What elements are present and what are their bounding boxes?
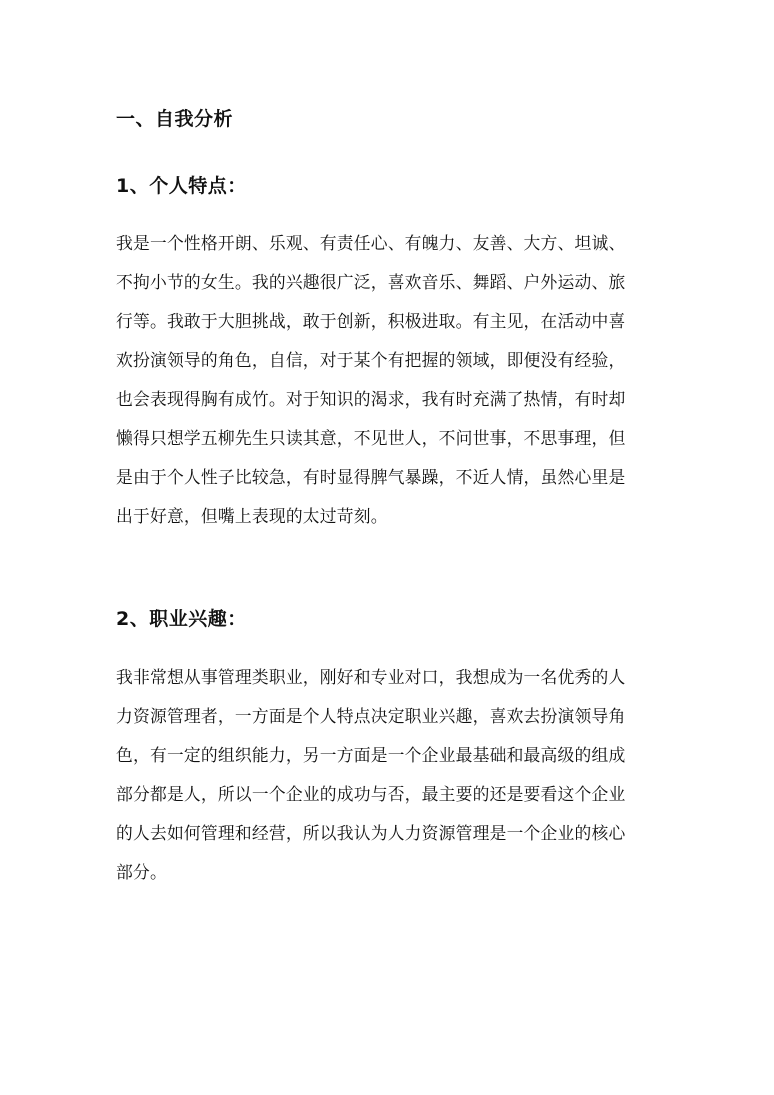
career-paragraph-line: 色，有一定的组织能力，另一方面是一个企业最基础和最高级的组成 — [116, 745, 626, 765]
personal-paragraph-line: 是由于个人性子比较急，有时显得脾气暴躁，不近人情，虽然心里是 — [116, 467, 626, 487]
career-paragraph-line: 我非常想从事管理类职业，刚好和专业对口，我想成为一名优秀的人 — [116, 667, 626, 687]
personal-paragraph-line: 不拘小节的女生。我的兴趣很广泛，喜欢音乐、舞蹈、户外运动、旅 — [116, 272, 626, 292]
personal-paragraph-line: 也会表现得胸有成竹。对于知识的渴求，我有时充满了热情，有时却 — [116, 389, 626, 409]
career-interest-heading: 2、职业兴趣： — [116, 608, 247, 630]
career-paragraph-line: 力资源管理者，一方面是个人特点决定职业兴趣，喜欢去扮演领导角 — [116, 706, 626, 726]
section-title: 一、自我分析 — [116, 108, 234, 130]
personal-paragraph-line: 我是一个性格开朗、乐观、有责任心、有魄力、友善、大方、坦诚、 — [116, 233, 626, 253]
career-paragraph-line: 部分都是人，所以一个企业的成功与否，最主要的还是要看这个企业 — [116, 784, 626, 804]
personal-paragraph-line: 欢扮演领导的角色，自信，对于某个有把握的领域，即便没有经验， — [116, 350, 626, 370]
personal-paragraph-line: 行等。我敢于大胆挑战，敢于创新，积极进取。有主见，在活动中喜 — [116, 311, 626, 331]
personal-paragraph-line: 出于好意，但嘴上表现的太过苛刻。 — [116, 506, 388, 526]
personal-paragraph-line: 懒得只想学五柳先生只读其意，不见世人，不问世事，不思事理，但 — [116, 428, 626, 448]
personal-traits-heading: 1、个人特点： — [116, 175, 247, 197]
career-paragraph-line: 的人去如何管理和经营，所以我认为人力资源管理是一个企业的核心 — [116, 823, 626, 843]
career-paragraph-line: 部分。 — [116, 862, 167, 882]
